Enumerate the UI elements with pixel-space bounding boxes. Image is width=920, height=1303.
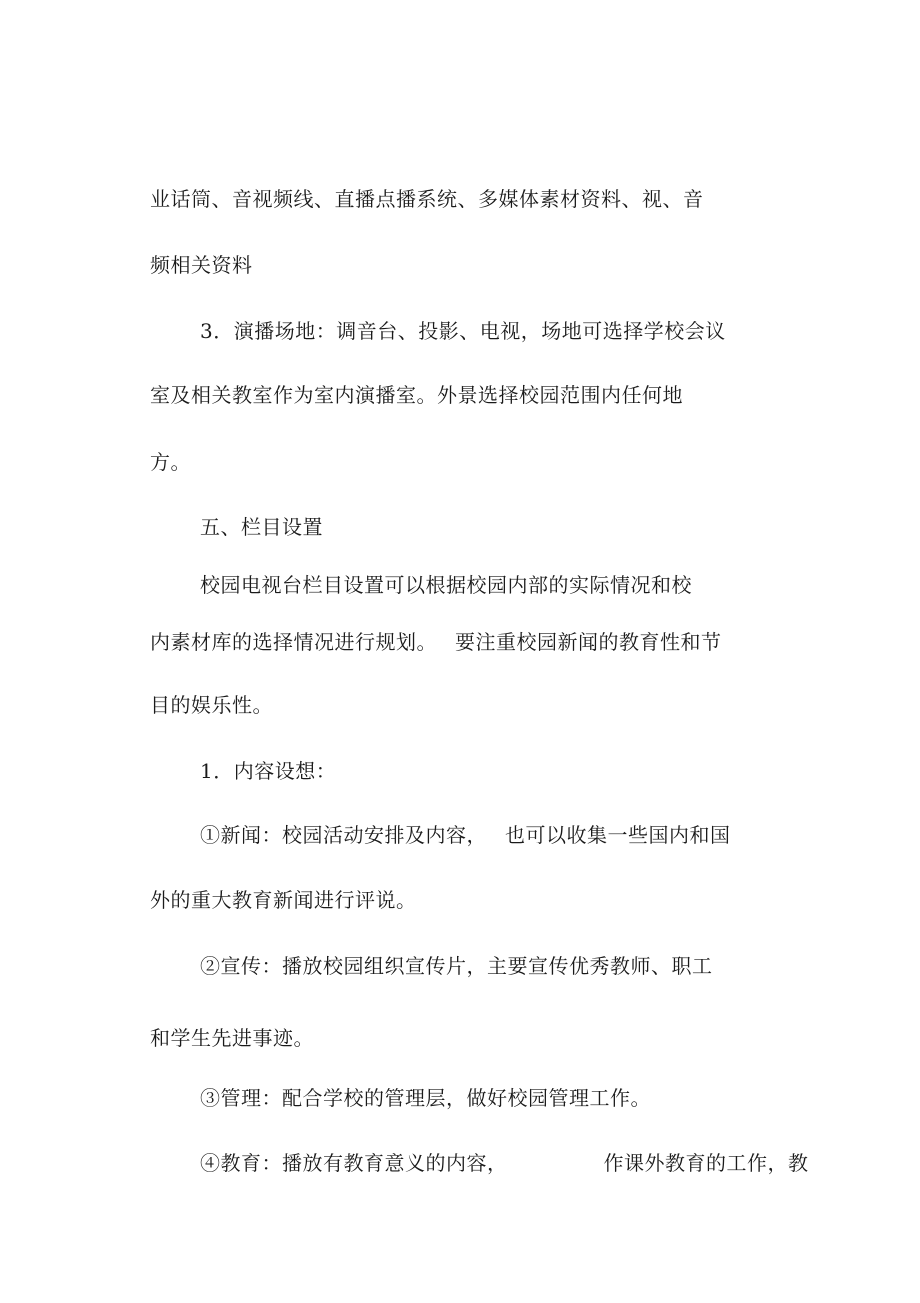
text-segment: ④教育：播放有教育意义的内容，	[200, 1151, 508, 1175]
text-segment: ①新闻：校园活动安排及内容，	[200, 823, 487, 847]
text-segment: 内素材库的选择情况进行规划。	[150, 630, 437, 654]
subsection-heading: 1．内容设想：	[200, 759, 337, 783]
list-item-news	[200, 822, 731, 848]
list-item-promotion: ②宣传：播放校园组织宣传片，主要宣传优秀教师、职工	[200, 954, 713, 978]
text-line: 室及相关教室作为室内演播室。外景选择校园范围内任何地	[150, 383, 683, 407]
text-segment: 要注重校园新闻的教育性和节	[455, 630, 722, 654]
text-line: 外的重大教育新闻进行评说。	[150, 888, 417, 912]
text-line: 频相关资料	[150, 253, 253, 277]
text-segment: 也可以收集一些国内和国	[505, 823, 731, 847]
section-heading: 五、栏目设置	[200, 515, 323, 539]
list-item-venue: 3．演播场地：调音台、投影、电视，场地可选择学校会议	[200, 319, 726, 343]
text-line: 目的娱乐性。	[150, 693, 273, 717]
list-item-education	[200, 1150, 809, 1176]
text-line: 方。	[150, 450, 191, 474]
text-line: 业话筒、音视频线、直播点播系统、多媒体素材资料、视、音	[150, 187, 704, 211]
text-line: 和学生先进事迹。	[150, 1026, 314, 1050]
text-line	[150, 629, 722, 655]
paragraph-start: 校园电视台栏目设置可以根据校园内部的实际情况和校	[200, 573, 692, 597]
text-segment: 作课外教育的工作，教	[603, 1151, 809, 1175]
list-item-management: ③管理：配合学校的管理层，做好校园管理工作。	[200, 1086, 651, 1110]
